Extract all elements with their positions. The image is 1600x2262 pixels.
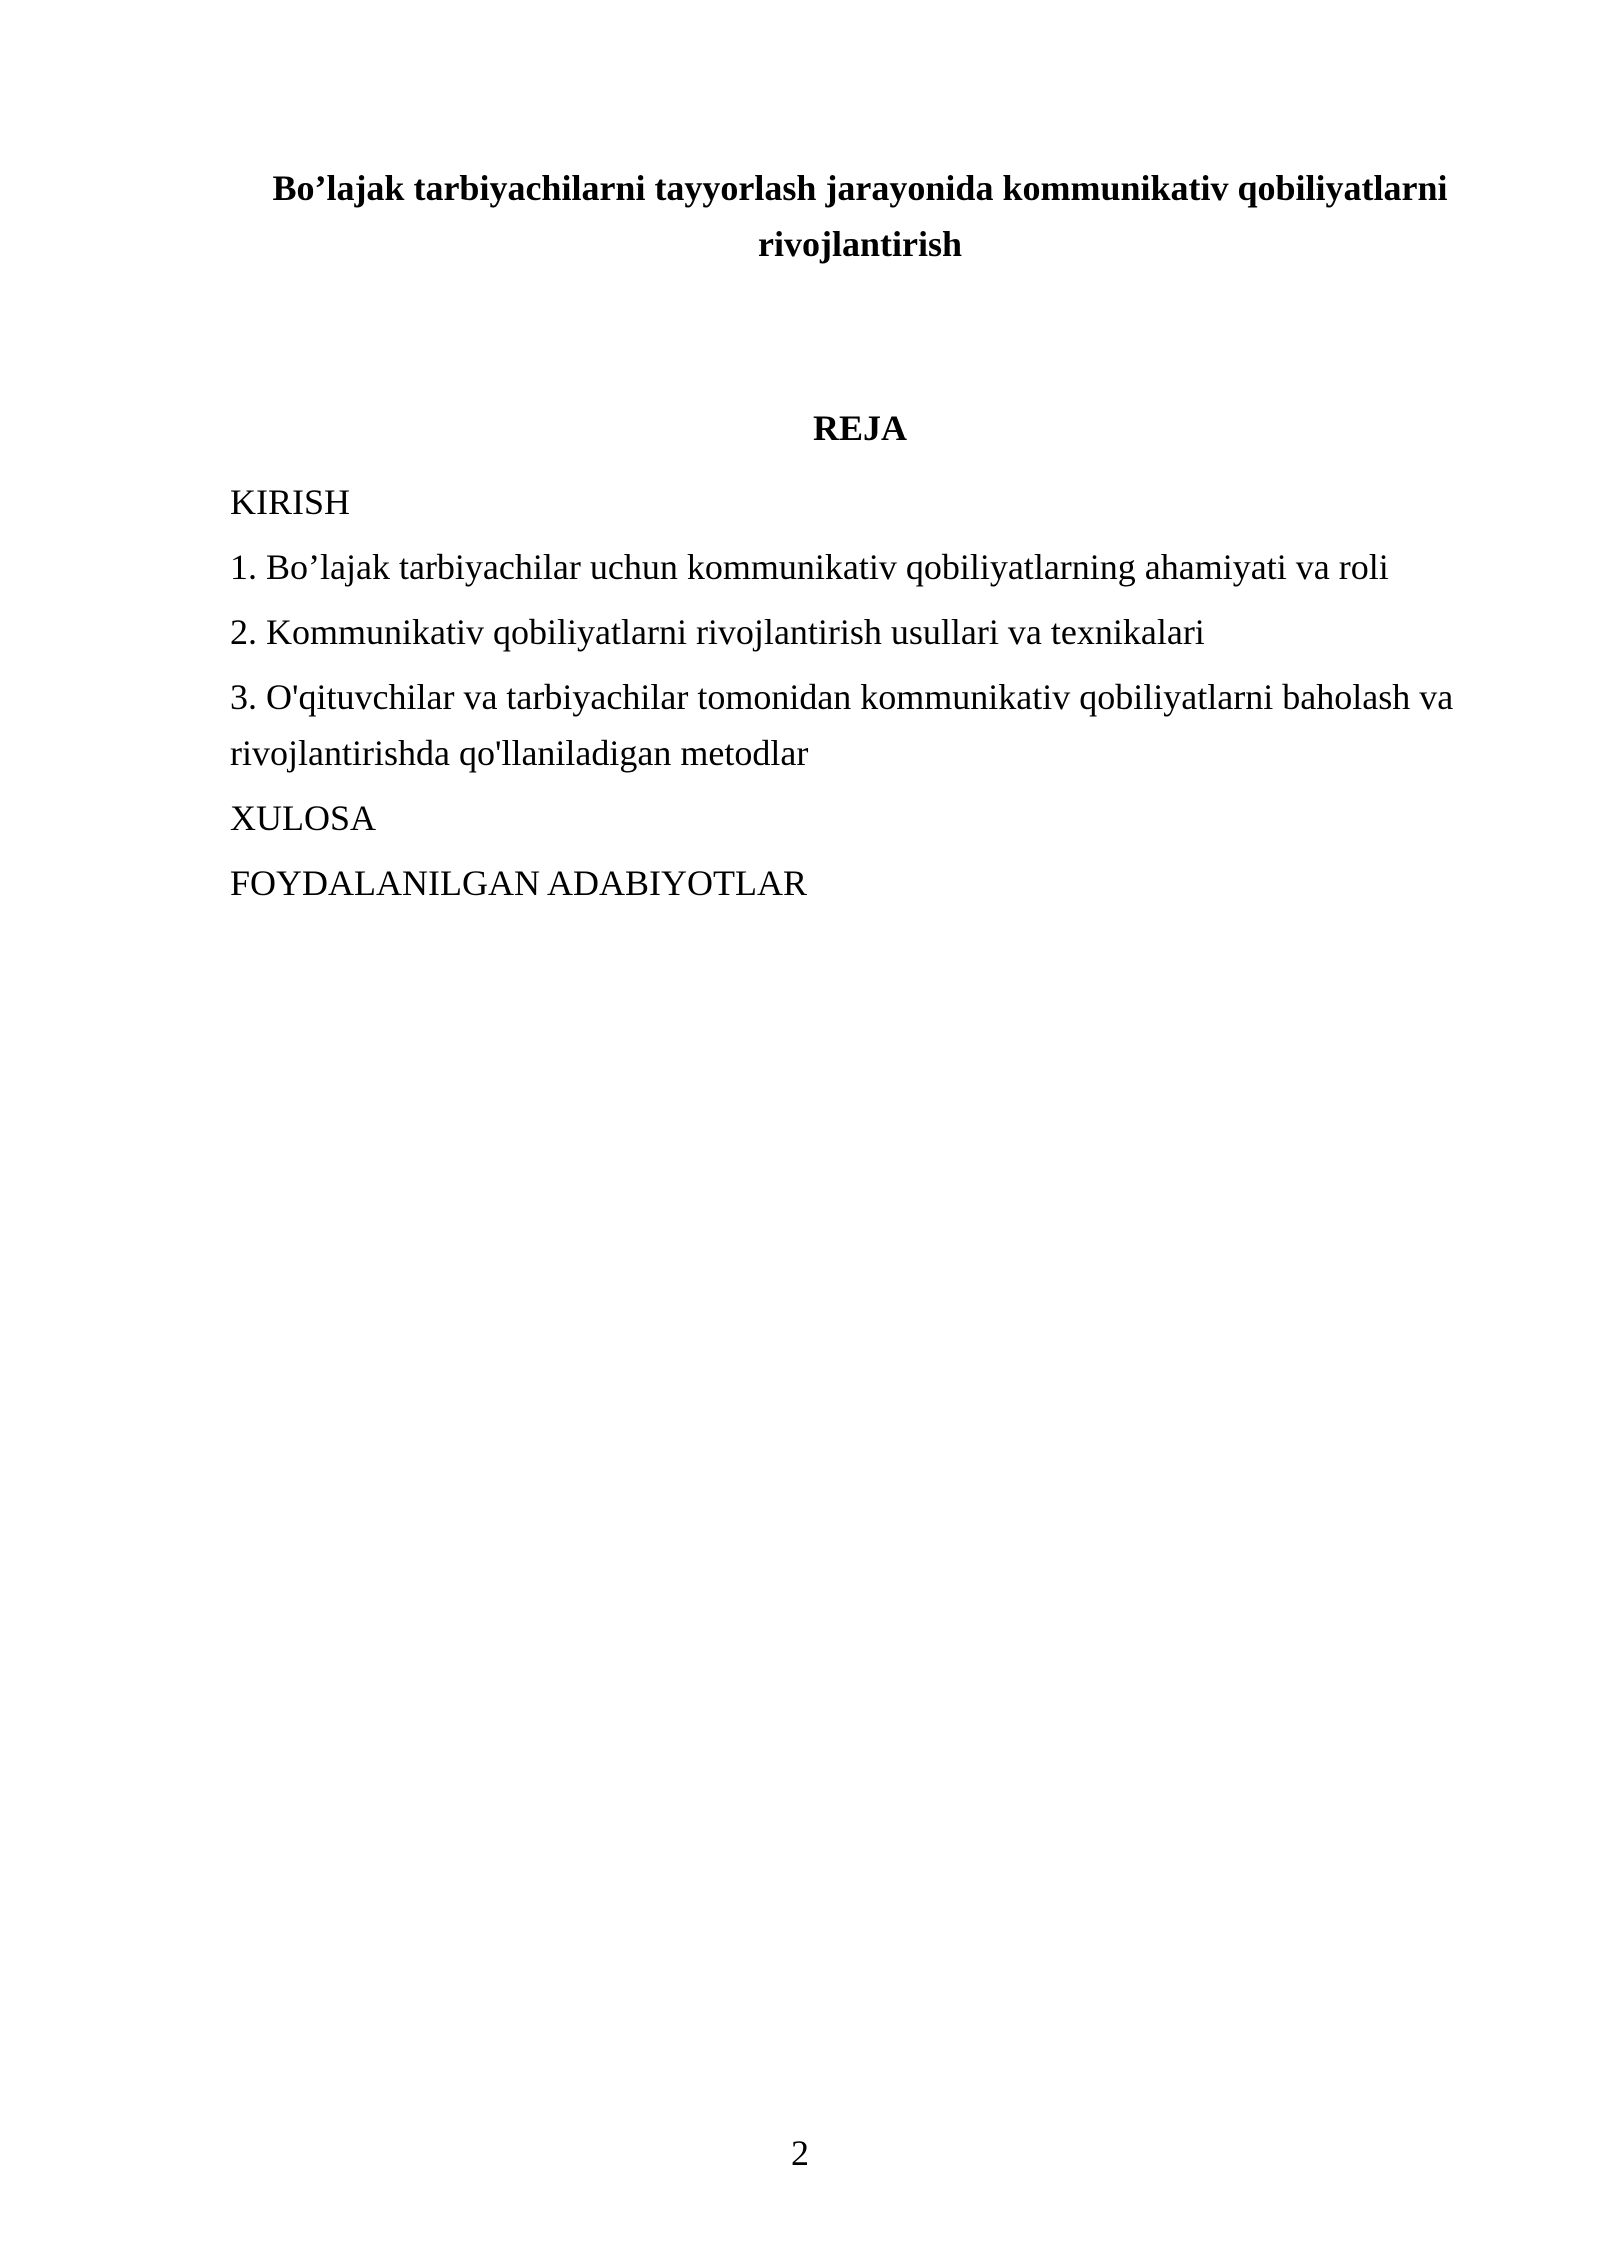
document-title: [230, 160, 1490, 272]
plan-item-references: FOYDALANILGAN ADABIYOTLAR: [230, 863, 807, 903]
plan-item-conclusion: XULOSA: [230, 798, 377, 838]
document-title-line-1: Bo’lajak tarbiyachilarni tayyorlash jarayonida kommunikativ qobiliyatlarni: [272, 168, 1448, 208]
page-number: 2: [791, 2133, 809, 2173]
plan-item-introduction: KIRISH: [230, 482, 351, 522]
plan-list: [230, 474, 1490, 920]
plan-item-1: 1. Bo’lajak tarbiyachilar uchun kommunikativ qobiliyatlarning ahamiyati va roli: [230, 547, 1389, 587]
plan-heading: REJA: [812, 408, 907, 448]
plan-item-2: 2. Kommunikativ qobiliyatlarni rivojlantirish usullari va texnikalari: [230, 612, 1205, 652]
plan-item-3: 3. O'qituvchilar va tarbiyachilar tomonidan kommunikativ qobiliyatlarni baholash va rivojlantirishda qo'llaniladigan metodlar: [230, 677, 1454, 773]
document-title-line-2: rivojlantirish: [758, 224, 962, 264]
